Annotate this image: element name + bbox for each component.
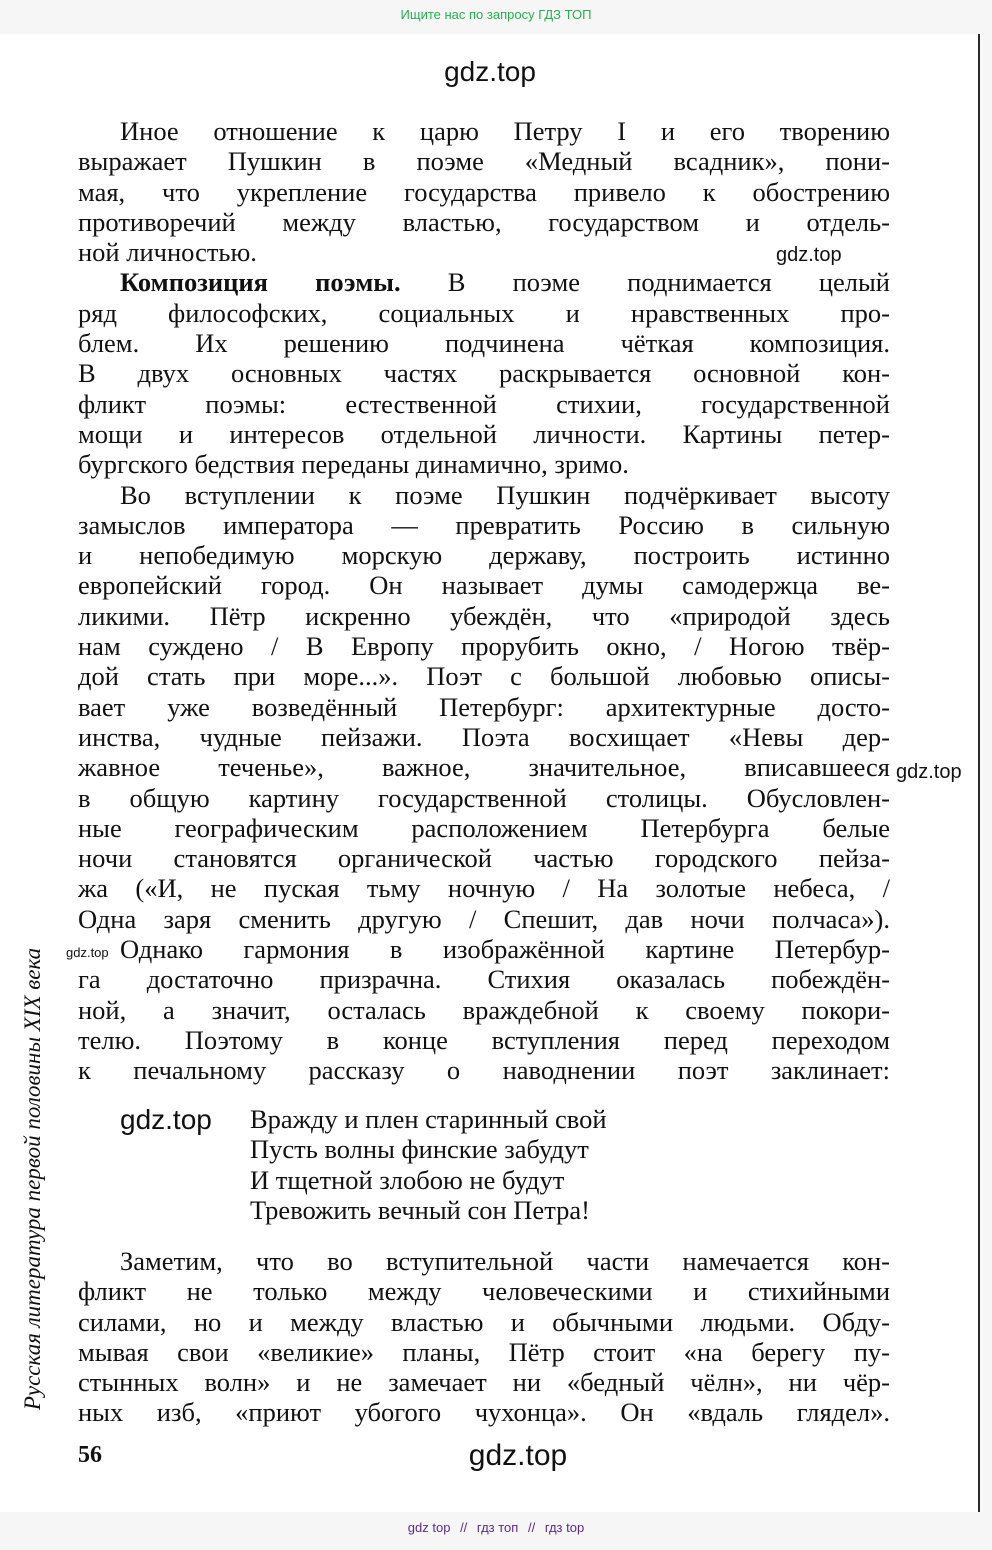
text-line: противоречий между властью, государством и отдель- — [78, 206, 890, 237]
text-line: инства, чудные пейзажи. Поэта восхищает «Невы дер- — [78, 721, 890, 752]
watermark-footer: gdz.top — [468, 1439, 568, 1472]
text-line: стынных волн» и не замечает ни «бедный чёлн», ни чёр- — [78, 1367, 890, 1398]
footer-separator: // — [527, 1520, 536, 1535]
text-fragment: В поэме поднимается целый — [400, 267, 890, 298]
text-line: мощи и интересов отдельной личности. Картины петер- — [78, 418, 890, 449]
poem-line: Пусть волны финские забудут — [250, 1134, 589, 1165]
running-title — [18, 889, 48, 1469]
footer-link[interactable]: гдз топ — [476, 1520, 519, 1535]
poem-quote — [250, 1104, 850, 1225]
watermark: gdz.top — [66, 945, 109, 960]
text-line: нам суждено / В Европу прорубить окно, / Ногою твёр- — [78, 631, 890, 662]
book-page — [0, 34, 980, 1512]
top-banner[interactable]: Ищите нас по запросу ГДЗ ТОП — [400, 7, 592, 22]
poem-line: Вражду и плен старинный свой — [250, 1104, 607, 1134]
watermark-header: gdz.top — [444, 56, 536, 87]
text-line: блем. Их решению подчинена чёткая композиция. — [78, 328, 890, 359]
text-line: Одна заря сменить другую / Спешит, дав ночи полчаса»). — [78, 903, 890, 934]
text-line: фликт не только между человеческими и стихийными — [78, 1276, 890, 1307]
watermark: gdz.top — [120, 1104, 212, 1135]
section-heading: Композиция поэмы. — [120, 267, 401, 298]
footer-link[interactable]: гдз top — [544, 1520, 585, 1535]
text-line: к печальному рассказу о наводнении поэт заклинает: — [78, 1055, 890, 1086]
text-line: вает уже возведённый Петербург: архитектурные досто- — [78, 691, 890, 722]
text-line: ликими. Пётр искренно убеждён, что «природой здесь — [78, 600, 890, 631]
text-line: ной, а значит, осталась враждебной к своему покори- — [78, 994, 890, 1025]
text-line: выражает Пушкин в поэме «Медный всадник», пони- — [78, 146, 890, 177]
watermark: gdz.top — [896, 761, 962, 783]
poem-line: И тщетной злобою не будут — [250, 1164, 565, 1195]
footer-links — [0, 1520, 992, 1535]
page-number: 56 — [78, 1442, 102, 1468]
text-line: телю. Поэтому в конце вступления перед переходом — [78, 1024, 890, 1055]
text-line: В двух основных частях раскрывается основной кон- — [78, 358, 890, 389]
text-line: жа («И, не пуская тьму ночную / На золотые небеса, / — [78, 873, 890, 904]
text-line: ной личностью. — [78, 237, 257, 268]
text-line: ные географическим расположением Петербурга белые — [78, 812, 890, 843]
main-text — [78, 116, 890, 1086]
text-line: мая, что укрепление государства привело к обострению — [78, 176, 890, 207]
text-line: ночи становятся органической частью городского пейза- — [78, 843, 890, 874]
text-line: ряд философских, социальных и нравственных про- — [78, 297, 890, 328]
text-line: мывая свои «великие» планы, Пётр стоит «на берегу пу- — [78, 1336, 890, 1367]
footer-link[interactable]: gdz top — [407, 1520, 451, 1535]
text-line: Во вступлении к поэме Пушкин подчёркивает высоту — [120, 479, 890, 510]
text-line: бургского бедствия переданы динамично, зримо. — [78, 449, 629, 480]
text-line: ных изб, «приют убогого чухонца». Он «вдаль глядел». — [78, 1397, 890, 1428]
main-text-continued — [78, 1246, 890, 1428]
text-line: Заметим, что во вступительной части намечается кон- — [120, 1246, 890, 1276]
text-line — [78, 267, 890, 297]
footer-separator: // — [460, 1520, 468, 1535]
text-line: европейский город. Он называет думы самодержца ве- — [78, 570, 890, 601]
text-line: жавное теченье», важное, значительное, вписавшееся — [78, 752, 890, 783]
text-line: фликт поэмы: естественной стихии, государственной — [78, 388, 890, 419]
text-line: и непобедимую морскую державу, построить истинно — [78, 540, 890, 571]
watermark: gdz.top — [776, 244, 842, 266]
text-line: в общую картину государственной столицы. Обусловлен- — [78, 782, 890, 813]
text-line: Иное отношение к царю Петру I и его творению — [120, 116, 890, 146]
text-line: дой стать при море...». Поэт с большой любовью описы- — [78, 661, 890, 692]
text-line: Однако гармония в изображённой картине Петербур- — [120, 934, 890, 965]
poem-line: Тревожить вечный сон Петра! — [250, 1194, 590, 1225]
text-line: замыслов императора — превратить Россию в сильную — [78, 509, 890, 540]
text-line: га достаточно призрачна. Стихия оказалась побеждён- — [78, 964, 890, 995]
running-title-text: Русская литература первой половины XIX века — [20, 947, 45, 1411]
text-line: силами, но и между властью и обычными людьми. Обду- — [78, 1306, 890, 1337]
